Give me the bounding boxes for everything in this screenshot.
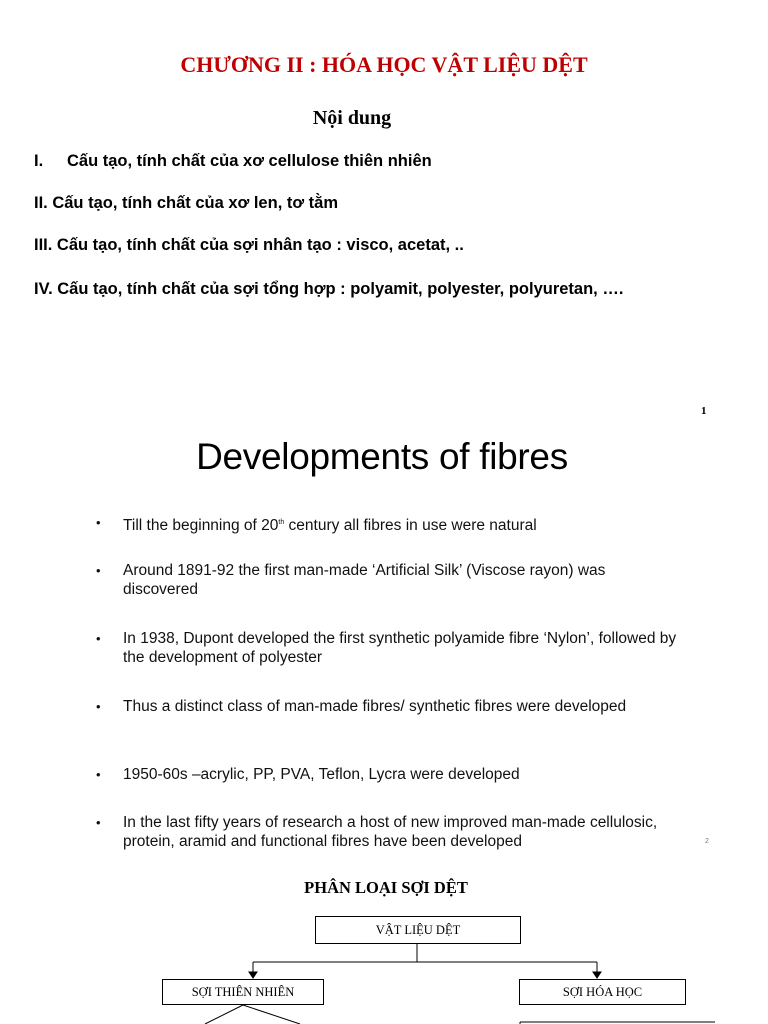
toc-item-text: II. Cấu tạo, tính chất của xơ len, tơ tằm (34, 194, 339, 212)
bullet-text: Thus a distinct class of man-made fibres/ synthetic fibres were developed (123, 698, 627, 715)
toc-item-number: I. (34, 152, 44, 170)
bullet-text: In the last fifty years of research a host of new improved man-made cellulosic, protein, aramid and functional fibres have been developed (123, 814, 658, 850)
bullet-icon: • (96, 631, 101, 646)
arrow-head-icon (593, 972, 601, 978)
page-number: 1 (701, 405, 707, 417)
connector-line (243, 1005, 300, 1024)
bullet-icon: • (96, 767, 101, 782)
bullet-icon: • (96, 515, 101, 530)
tree-node-natural-fibre: SỢI THIÊN NHIÊN (162, 979, 324, 1005)
page-number: 2 (705, 838, 709, 845)
bullet-text: Till the beginning of 20th century all fibres in use were natural (123, 517, 537, 535)
bullet-icon: • (96, 563, 101, 578)
toc-item-text: III. Cấu tạo, tính chất của sợi nhân tạo : visco, acetat, .. (34, 236, 464, 254)
slide-title: Developments of fibres (196, 436, 568, 477)
bullet-icon: • (96, 815, 101, 830)
toc-item-text: Cấu tạo, tính chất của xơ cellulose thiên nhiên (67, 152, 432, 170)
arrow-head-icon (249, 972, 257, 978)
toc-item-text: IV. Cấu tạo, tính chất của sợi tổng hợp : polyamit, polyester, polyuretan, …. (34, 280, 624, 298)
bullet-text: In 1938, Dupont developed the first synthetic polyamide fibre ‘Nylon’, followed by the development of polyester (123, 630, 677, 666)
bullet-text: Around 1891-92 the first man-made ‘Artificial Silk’ (Viscose rayon) was discovered (123, 562, 606, 598)
bullet-icon: • (96, 699, 101, 714)
contents-heading: Nội dung (312, 107, 392, 129)
bullet-text: 1950-60s –acrylic, PP, PVA, Teflon, Lycra were developed (123, 766, 520, 783)
superscript: th (278, 519, 285, 526)
slide-title: PHÂN LOẠI SỢI DỆT (304, 878, 468, 897)
connector-line (205, 1005, 243, 1024)
tree-node-chemical-fibre: SỢI HÓA HỌC (519, 979, 686, 1005)
chapter-title: CHƯƠNG II : HÓA HỌC VẬT LIỆU DỆT (180, 52, 588, 77)
tree-root-node: VẬT LIỆU DỆT (315, 916, 521, 944)
